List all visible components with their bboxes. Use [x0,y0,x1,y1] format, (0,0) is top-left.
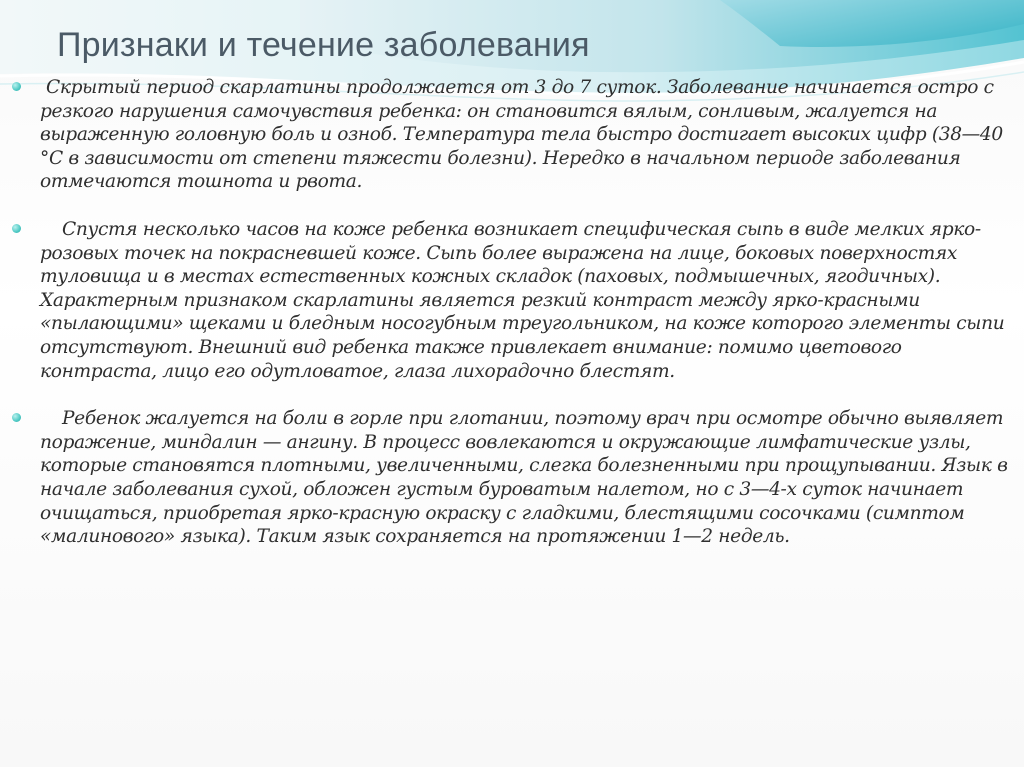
bullet-paragraph-1 [12,76,1017,194]
paragraph-text-3: Ребенок жалуется на боли в горле при глотании, поэтому врач при осмотре обычно выявляет поражение, миндалин — ангину. В процесс вовлекаются и окружающие лимфатические узлы, которые становятся плотными, увеличенными, слегка болезненными при прощупывании. Язык в начале заболевания сухой, обложен густым буроватым налетом, но с 3—4-х суток начинает очищаться, приобретая ярко-красную окраску с гладкими, блестящими сосочками (симптом «малинового» языка). Таким язык сохраняется на протяжении 1—2 недель. [40,408,1008,548]
bullet-paragraph-2 [12,218,1017,383]
paragraph-text-1: Скрытый период скарлатины продолжается от 3 до 7 суток. Заболевание начинается остро с резкого нарушения самочувствия ребенка: он становится вялым, сонливым, жалуется на выраженную головную боль и озноб. Температура тела быстро достигает высоких цифр (38—40 °С в зависимости от степени тяжести болезни). Нередко в начальном периоде заболевания отмечаются тошнота и рвота. [40,77,1003,193]
bullet-dot-icon [12,413,21,422]
slide-title: Признаки и течение заболевания [57,26,590,64]
paragraph-text-2: Спустя несколько часов на коже ребенка возникает специфическая сыпь в виде мелких ярко-розовых точек на покрасневшей коже. Сыпь более выражена на лице, боковых поверхностях туловища и в местах естественных кожных складок (паховых, подмышечных, ягодичных). Характерным признаком скарлатины является резкий контраст между ярко-красными «пылающими» щеками и бледным носогубным треугольником, на коже которого элементы сыпи отсутствуют. Внешний вид ребенка также привлекает внимание: помимо цветового контраста, лицо его одутловатое, глаза лихорадочно блестят. [40,218,1005,382]
bullet-dot-icon [12,82,21,91]
bullet-dot-icon [12,224,21,233]
bullet-paragraph-3 [12,407,1017,549]
slide-content [12,76,1017,549]
